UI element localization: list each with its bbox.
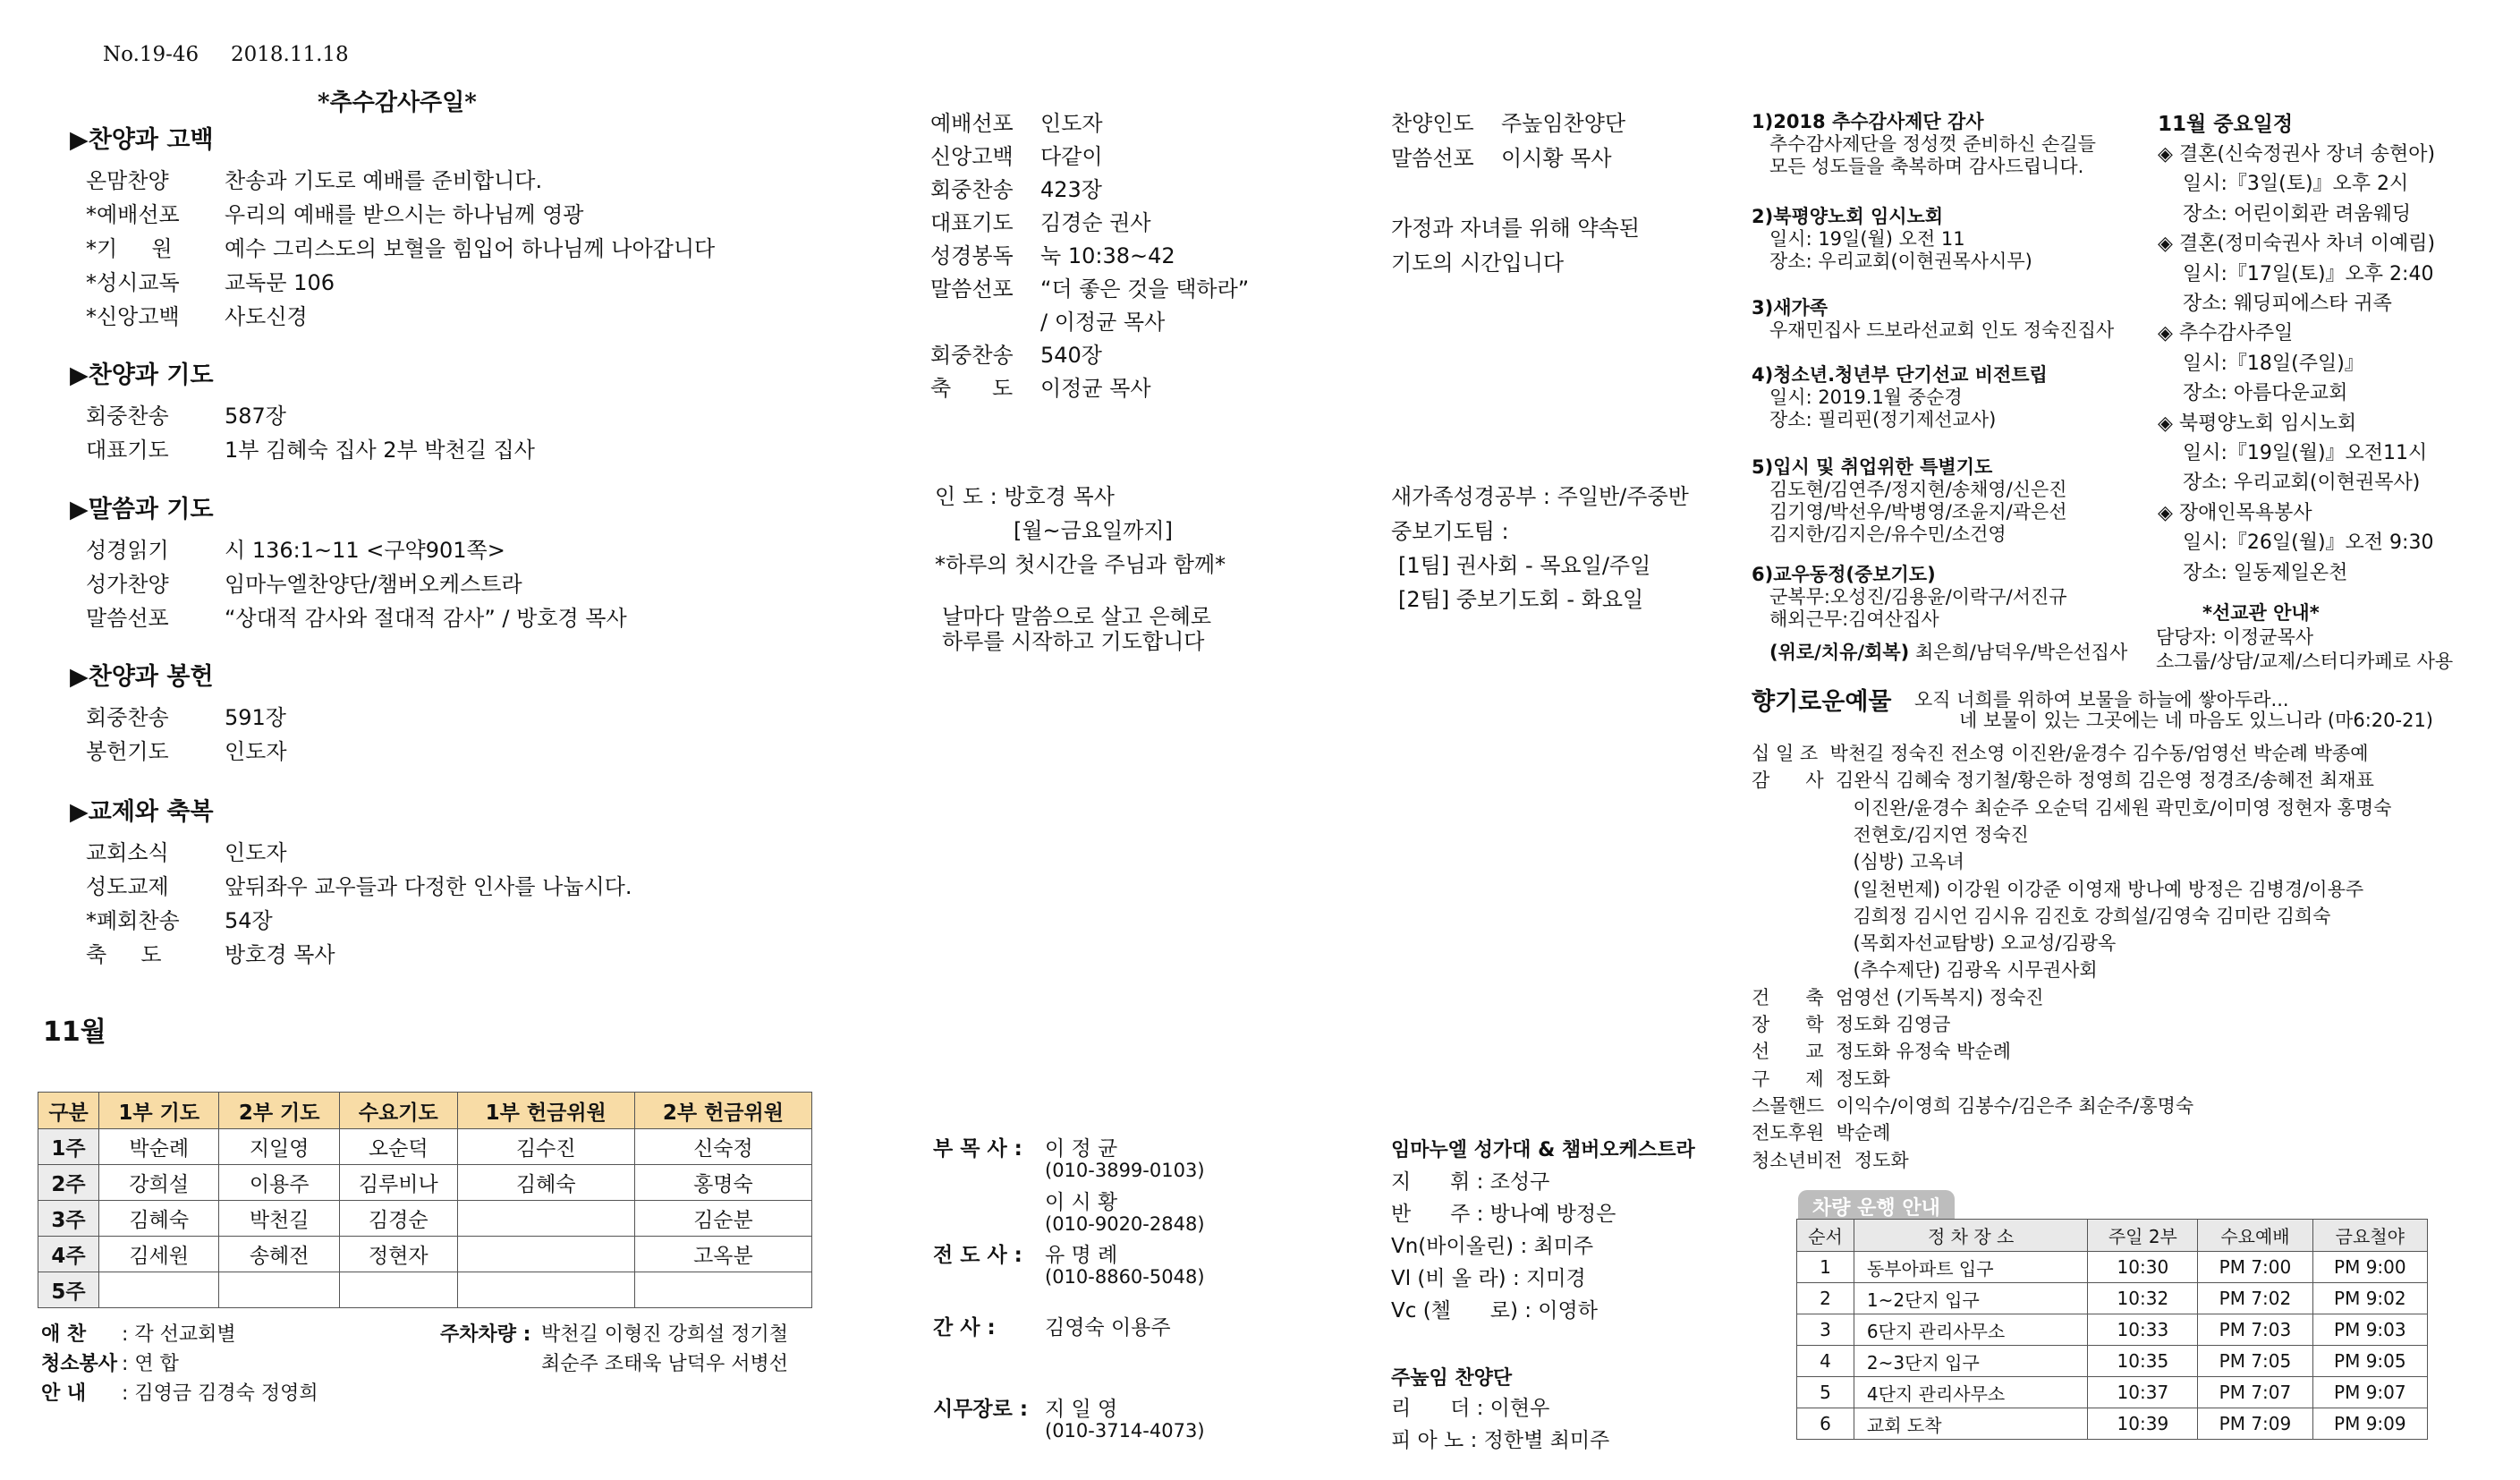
bus-cell: PM 9:09: [2312, 1408, 2427, 1440]
schedule-cell: 이용주: [219, 1165, 339, 1201]
order-row: [86, 163, 542, 194]
order-row: [86, 197, 583, 228]
schedule-cell: [634, 1272, 811, 1308]
event-line: ◈ 장애인목욕봉사: [2158, 501, 2312, 524]
offering-line: (목회자선교탐방) 오교성/김광옥: [1752, 932, 2117, 955]
schedule-header: 1부 헌금위원: [457, 1093, 634, 1129]
schedule-week: 4주: [38, 1237, 99, 1272]
dawn-period: [월~금요일까지]: [1014, 518, 1173, 543]
offering-line: 김희정 김시언 김시유 김진호 강희설/김영숙 김미란 김희숙: [1752, 905, 2331, 927]
order-value: 587장: [225, 404, 286, 429]
praise-value: 주높임찬양단: [1501, 111, 1626, 136]
news-line: 군복무:오성진/김용윤/이락구/서진규: [1769, 586, 2067, 608]
order-row: [86, 398, 286, 430]
order-value: 앞뒤좌우 교우들과 다정한 인사를 나눕시다.: [225, 874, 632, 899]
order2-label: 예배선포: [930, 111, 1014, 136]
staff-label: 부 목 사 :: [933, 1137, 1022, 1161]
staff-line: 지 일 영: [1045, 1398, 1118, 1421]
bus-cell: 2: [1797, 1283, 1854, 1314]
event-line: 일시:『26일(월)』오전 9:30: [2158, 532, 2434, 555]
schedule-row: [38, 1272, 812, 1308]
bus-cell: 5: [1797, 1377, 1854, 1408]
order2-value: 다같이: [1040, 144, 1103, 169]
order-row: [86, 532, 505, 564]
study-line-4: [2팀] 중보기도회 - 화요일: [1398, 587, 1644, 612]
praiseteam-title: 주높임 찬양단: [1391, 1367, 1513, 1390]
november-title: 11월: [43, 1016, 106, 1048]
order-value: 시 136:1~11 <구약901쪽>: [225, 538, 505, 563]
staff-line: (010-8860-5048): [1045, 1266, 1205, 1288]
event-line: ◈ 북평양노회 임시노회: [2158, 412, 2357, 435]
bus-header: 수요예배: [2198, 1220, 2312, 1252]
schedule-cell: [457, 1237, 634, 1272]
news-line: 추수감사제단을 정성껏 준비하신 손길들: [1769, 133, 2096, 155]
event-line: 장소: 일동제일온천: [2158, 561, 2348, 584]
bus-cell: 10:32: [2088, 1283, 2198, 1314]
study-line-2: 중보기도팀 :: [1391, 519, 1509, 544]
choir-line: 지 휘 : 조성구: [1391, 1170, 1550, 1194]
offering-verse-1: 오직 너희를 위하여 보물을 하늘에 쌓아두라...: [1914, 689, 2289, 710]
order-value: 임마누엘찬양단/챔버오케스트라: [225, 572, 522, 597]
choir-line: Vl (비 올 라) : 지미경: [1391, 1267, 1586, 1290]
bus-cell: 교회 도착: [1854, 1408, 2087, 1440]
bus-cell: 6단지 관리사무소: [1854, 1314, 2087, 1346]
parking-line-2: 최순주 조태욱 남덕우 서병선: [541, 1353, 789, 1375]
staff-line: (010-9020-2848): [1045, 1213, 1205, 1235]
order2-label: 말씀선포: [930, 276, 1014, 302]
schedule-cell: 강희설: [99, 1165, 219, 1201]
order2-row: [930, 205, 1151, 236]
news-title: 6)교우동정(중보기도): [1752, 564, 1936, 585]
schedule-header: 1부 기도: [99, 1093, 219, 1129]
schedule-cell: 신숙정: [634, 1129, 811, 1165]
schedule-cell: 지일영: [219, 1129, 339, 1165]
dawn-line-2: 하루를 시작하고 기도합니다: [942, 629, 1205, 654]
schedule-week: 3주: [38, 1201, 99, 1237]
bus-tab: 차량 운행 안내: [1798, 1190, 1955, 1223]
guide-value: : 김영금 김경숙 정영희: [122, 1382, 318, 1405]
bus-cell: 10:30: [2088, 1252, 2198, 1283]
schedule-cell: [339, 1272, 457, 1308]
offering-line: 십 일 조 박천길 정숙진 전소영 이진완/윤경수 김수동/엄영선 박순례 박종예: [1752, 743, 2369, 764]
bus-cell: 1: [1797, 1252, 1854, 1283]
schedule-week: 5주: [38, 1272, 99, 1308]
family-prayer-2: 기도의 시간입니다: [1391, 251, 1565, 276]
offering-line: (추수제단) 김광옥 시무권사회: [1752, 959, 2098, 982]
staff-line: 이 시 황: [1045, 1191, 1118, 1214]
cleaning-row: [41, 1348, 179, 1376]
order-row: [86, 566, 522, 598]
news-prayer-line: [1769, 638, 2127, 665]
word-label: 말씀선포: [1391, 146, 1474, 171]
events-title: 11월 중요일정: [2158, 113, 2294, 136]
offering-line: 이진완/윤경수 최순주 오순덕 김세원 곽민호/이미영 정현자 홍명숙: [1752, 796, 2392, 819]
schedule-week: 1주: [38, 1129, 99, 1165]
offering-line: (심방) 고옥녀: [1752, 851, 1964, 873]
offering-line: (일천번제) 이강원 이강준 이영재 방나예 방정은 김병경/이용주: [1752, 878, 2364, 900]
event-line: 일시:『19일(월)』오전11시: [2158, 442, 2428, 464]
staff-line: 이 정 균: [1045, 1137, 1118, 1161]
praise-label: 찬양인도: [1391, 111, 1474, 136]
order-value: 1부 김혜숙 집사 2부 박천길 집사: [225, 438, 535, 463]
bus-cell: 10:37: [2088, 1377, 2198, 1408]
order-value: 인도자: [225, 739, 287, 764]
word-value: 이시황 목사: [1501, 146, 1612, 171]
family-prayer-1: 가정과 자녀를 위해 약속된: [1391, 216, 1640, 241]
event-line: 장소: 아름다운교회: [2158, 382, 2348, 405]
order-label: 교회소식: [86, 840, 169, 865]
order-row: [86, 903, 273, 934]
aechan-row: [41, 1319, 236, 1347]
bulletin-title: *추수감사주일*: [318, 89, 477, 116]
staff-line: (010-3899-0103): [1045, 1160, 1205, 1181]
aechan-value: : 각 선교회별: [122, 1323, 236, 1346]
bus-cell: PM 7:02: [2198, 1283, 2312, 1314]
praiseteam-line: 리 더 : 이현우: [1391, 1397, 1550, 1420]
order2-value: 인도자: [1040, 111, 1103, 136]
schedule-week: 2주: [38, 1165, 99, 1201]
offering-line: 건 축 엄영선 (기독복지) 정숙진: [1752, 986, 2044, 1008]
schedule-cell: 김경순: [339, 1201, 457, 1237]
offering-line: 장 학 정도화 김영금: [1752, 1014, 1951, 1035]
news-line: 김도현/김연주/정지현/송채영/신은진: [1769, 479, 2067, 500]
order2-row: [930, 172, 1102, 203]
event-line: ◈ 추수감사주일: [2158, 322, 2294, 345]
bus-schedule-table: [1796, 1219, 2428, 1440]
order-label: 회중찬송: [86, 705, 169, 730]
schedule-cell: 김순분: [634, 1201, 811, 1237]
bus-cell: 1~2단지 입구: [1854, 1283, 2087, 1314]
order2-value: “더 좋은 것을 택하라”: [1040, 276, 1250, 302]
section-title: ▶찬양과 봉헌: [70, 663, 214, 691]
bus-cell: 2~3단지 입구: [1854, 1346, 2087, 1377]
schedule-row: [38, 1201, 812, 1237]
schedule-header: 2부 기도: [219, 1093, 339, 1129]
order-label: 성가찬양: [86, 572, 169, 597]
order2-label: 대표기도: [930, 210, 1014, 235]
staff-label: 시무장로 :: [933, 1398, 1029, 1421]
news-line: 일시: 19일(월) 오전 11: [1769, 228, 1965, 250]
schedule-cell: 김수진: [457, 1129, 634, 1165]
bus-cell: 동부아파트 입구: [1854, 1252, 2087, 1283]
bus-row: [1797, 1377, 2428, 1408]
dawn-leader: 인 도 : 방호경 목사: [935, 484, 1115, 509]
schedule-header: 구분: [38, 1093, 99, 1129]
order-label: 말씀선포: [86, 606, 169, 631]
bus-cell: 10:35: [2088, 1346, 2198, 1377]
section-title: ▶찬양과 고백: [70, 126, 214, 154]
event-line: 장소: 어린이회관 려움웨딩: [2158, 202, 2412, 225]
bus-cell: PM 7:00: [2198, 1252, 2312, 1283]
bus-cell: PM 7:05: [2198, 1346, 2312, 1377]
order-label: *기 원: [86, 236, 173, 261]
order-value: 교독문 106: [225, 270, 335, 295]
order-row: [86, 265, 335, 296]
bus-cell: PM 9:05: [2312, 1346, 2427, 1377]
parking-line-1: 박천길 이형진 강희설 정기철: [541, 1323, 789, 1346]
cleaning-label: 청소봉사: [41, 1353, 118, 1375]
order2-label: 회중찬송: [930, 177, 1014, 202]
news-line: 해외근무:김여산집사: [1769, 608, 1939, 630]
november-schedule-table: [38, 1092, 812, 1308]
bus-cell: PM 9:02: [2312, 1283, 2427, 1314]
bus-row: [1797, 1283, 2428, 1314]
schedule-cell: 김세원: [99, 1237, 219, 1272]
schedule-cell: 박순례: [99, 1129, 219, 1165]
order-label: *신앙고백: [86, 304, 180, 329]
bus-cell: PM 9:07: [2312, 1377, 2427, 1408]
order-value: 예수 그리스도의 보혈을 힘입어 하나님께 나아갑니다: [225, 236, 716, 261]
news-line: 김기영/박선우/박병영/조윤지/곽은선: [1769, 501, 2067, 523]
event-line: 장소: 웨딩피에스타 귀족: [2158, 293, 2392, 315]
schedule-row: [38, 1237, 812, 1272]
schedule-cell: 정현자: [339, 1237, 457, 1272]
order-row: [86, 432, 535, 464]
order-row: [86, 231, 715, 262]
schedule-row: [38, 1129, 812, 1165]
news-title: 1)2018 추수감사제단 감사: [1752, 111, 1984, 132]
offering-line: 선 교 정도화 유정숙 박순례: [1752, 1041, 2011, 1063]
order2-label: 신앙고백: [930, 144, 1014, 169]
event-line: 일시:『3일(토)』오후 2시: [2158, 173, 2409, 196]
cleaning-value: : 연 합: [122, 1353, 179, 1375]
schedule-cell: 고옥분: [634, 1237, 811, 1272]
news-title: 2)북평양노회 임시노회: [1752, 206, 1944, 227]
order2-row: [930, 370, 1151, 402]
event-line: 일시:『18일(주일)』: [2158, 352, 2364, 375]
order2-row: [930, 139, 1103, 170]
order-label: 대표기도: [86, 438, 169, 463]
choir-line: Vn(바이올린) : 최미주: [1391, 1235, 1594, 1258]
order-row: [86, 869, 632, 900]
schedule-row: [38, 1165, 812, 1201]
aechan-label: 애 찬: [41, 1323, 87, 1346]
order-row: [86, 700, 286, 731]
offering-line: 구 제 정도화: [1752, 1067, 1890, 1090]
order-value: 찬송과 기도로 예배를 준비합니다.: [225, 168, 543, 193]
parking-label: 주차차량 :: [440, 1323, 531, 1346]
order-label: *폐회찬송: [86, 908, 180, 933]
order2-label: 성경봉독: [930, 243, 1014, 268]
order-row: [86, 835, 287, 866]
word-row: [1391, 140, 1612, 172]
offering-line: 전현호/김지연 정숙진: [1752, 823, 2029, 846]
study-line-3: [1팀] 권사회 - 목요일/주일: [1398, 553, 1651, 578]
staff-line: 유 명 례: [1045, 1244, 1118, 1267]
bus-header: 정 차 장 소: [1854, 1220, 2087, 1252]
order2-value: 이정균 목사: [1040, 376, 1151, 401]
news-title: 4)청소년.청년부 단기선교 비전트립: [1752, 364, 2048, 386]
staff-line: 김영숙 이용주: [1045, 1316, 1171, 1340]
order2-row: [930, 106, 1103, 137]
schedule-cell: 김루비나: [339, 1165, 457, 1201]
counsel-line-1: 담당자: 이정균목사: [2156, 626, 2314, 648]
schedule-cell: [99, 1272, 219, 1308]
schedule-header: 2부 헌금위원: [634, 1093, 811, 1129]
bus-header: 순서: [1797, 1220, 1854, 1252]
bus-cell: 4단지 관리사무소: [1854, 1377, 2087, 1408]
guide-label: 안 내: [41, 1382, 87, 1405]
event-line: 장소: 우리교회(이현권목사): [2158, 472, 2421, 495]
offering-title: 향기로운예물: [1752, 688, 1892, 716]
bulletin-date: 2018.11.18: [231, 43, 349, 66]
news-line: 장소: 우리교회(이현권목사시무): [1769, 251, 2032, 272]
order-label: 봉헌기도: [86, 739, 169, 764]
bus-cell: PM 9:00: [2312, 1252, 2427, 1283]
schedule-cell: 오순덕: [339, 1129, 457, 1165]
order-label: 축 도: [86, 942, 162, 967]
schedule-cell: 김혜숙: [99, 1201, 219, 1237]
order-value: 54장: [225, 908, 273, 933]
bus-cell: 3: [1797, 1314, 1854, 1346]
order-value: 사도신경: [225, 304, 308, 329]
news-line: 모든 성도들을 축복하며 감사드립니다.: [1769, 156, 2084, 177]
event-line: ◈ 결혼(신숙정권사 장녀 송현아): [2158, 143, 2436, 166]
section-title: ▶찬양과 기도: [70, 361, 214, 389]
news-title: 5)입시 및 취업위한 특별기도: [1752, 456, 1993, 478]
order-value: 우리의 예배를 받으시는 하나님께 영광: [225, 202, 584, 227]
bus-cell: 4: [1797, 1346, 1854, 1377]
offering-line: 전도후원 박순례: [1752, 1122, 1891, 1144]
order-row: [86, 600, 627, 632]
schedule-cell: [219, 1272, 339, 1308]
bus-cell: 6: [1797, 1408, 1854, 1440]
schedule-header: 수요기도: [339, 1093, 457, 1129]
order-value: “상대적 감사와 절대적 감사” / 방호경 목사: [225, 606, 627, 631]
offering-line: 청소년비전 정도화: [1752, 1149, 1909, 1171]
offering-line: 스몰핸드 이익수/이영희 김봉수/김은주 최순주/홍명숙: [1752, 1094, 2194, 1117]
bus-cell: PM 9:03: [2312, 1314, 2427, 1346]
praiseteam-line: 피 아 노 : 정한별 최미주: [1391, 1429, 1610, 1452]
order2-value: / 이정균 목사: [1040, 310, 1166, 335]
praise-row: [1391, 106, 1625, 137]
order-label: *성시교독: [86, 270, 180, 295]
bus-header: 주일 2부: [2088, 1220, 2198, 1252]
study-line-1: 새가족성경공부 : 주일반/주중반: [1391, 484, 1689, 509]
news-line: 김지한/김지은/유수민/소건영: [1769, 523, 2007, 545]
section-title: ▶말씀과 기도: [70, 496, 214, 523]
news-line: 장소: 필리핀(정기제선교사): [1769, 409, 1997, 430]
order-label: 성도교제: [86, 874, 169, 899]
choir-line: Vc (첼 로) : 이영하: [1391, 1299, 1598, 1323]
order-label: 온맘찬양: [86, 168, 169, 193]
bus-cell: PM 7:09: [2198, 1408, 2312, 1440]
order2-row: [930, 337, 1102, 369]
bus-row: [1797, 1252, 2428, 1283]
news-prayer-prefix: (위로/치유/회복): [1769, 642, 1910, 663]
choir-line: 반 주 : 방나예 방정은: [1391, 1203, 1616, 1226]
order2-label: 회중찬송: [930, 343, 1014, 368]
offering-line: 감 사 김완식 김혜숙 정기철/황은하 정영희 김은영 정경조/송혜전 최재표: [1752, 770, 2374, 792]
section-title: ▶교제와 축복: [70, 798, 214, 826]
order-label: 회중찬송: [86, 404, 169, 429]
dawn-line-1: 날마다 말씀으로 살고 은혜로: [942, 604, 1212, 629]
order2-row: [930, 304, 1165, 336]
bus-cell: 10:33: [2088, 1314, 2198, 1346]
event-line: 일시:『17일(토)』오후 2:40: [2158, 262, 2434, 285]
order-value: 인도자: [225, 840, 287, 865]
order-row: [86, 734, 287, 765]
counsel-line-2: 소그룹/상담/교제/스터디카페로 사용: [2156, 651, 2454, 672]
bus-cell: 10:39: [2088, 1408, 2198, 1440]
offering-verse-2: 네 보물이 있는 그곳에는 네 마음도 있느니라 (마6:20-21): [1959, 710, 2434, 731]
order2-label: [930, 304, 1040, 336]
staff-line: (010-3714-4073): [1045, 1420, 1205, 1442]
order-value: 방호경 목사: [225, 942, 335, 967]
staff-label: 간 사 :: [933, 1316, 996, 1340]
order-label: 성경읽기: [86, 538, 169, 563]
order2-value: 540장: [1040, 343, 1102, 368]
guide-row: [41, 1378, 318, 1406]
schedule-cell: 박천길: [219, 1201, 339, 1237]
bus-row: [1797, 1408, 2428, 1440]
schedule-cell: 홍명숙: [634, 1165, 811, 1201]
order-value: 591장: [225, 705, 286, 730]
bus-row: [1797, 1314, 2428, 1346]
order2-value: 423장: [1040, 177, 1102, 202]
order-row: [86, 937, 335, 968]
news-line: 우재민집사 드보라선교회 인도 정숙진집사: [1769, 319, 2115, 341]
schedule-cell: [457, 1201, 634, 1237]
order2-value: 김경순 권사: [1040, 210, 1151, 235]
bulletin-number: No.19-46: [103, 43, 199, 66]
schedule-cell: [457, 1272, 634, 1308]
choir-title: 임마누엘 성가대 & 챔버오케스트라: [1391, 1139, 1695, 1161]
news-line: 일시: 2019.1월 중순경: [1769, 387, 1963, 408]
counsel-title: *선교관 안내*: [2202, 602, 2320, 624]
schedule-cell: 송혜전: [219, 1237, 339, 1272]
dawn-slogan: *하루의 첫시간을 주님과 함께*: [935, 552, 1226, 577]
order2-row: [930, 238, 1175, 269]
bus-header: 금요철야: [2312, 1220, 2427, 1252]
bus-row: [1797, 1346, 2428, 1377]
order2-value: 눅 10:38~42: [1040, 243, 1175, 268]
order-row: [86, 299, 308, 330]
news-prayer-names: 최은희/남덕우/박은선집사: [1909, 642, 2128, 663]
news-title: 3)새가족: [1752, 297, 1828, 319]
order-label: *예배선포: [86, 202, 180, 227]
event-line: ◈ 결혼(정미숙권사 차녀 이예림): [2158, 233, 2436, 256]
schedule-cell: 김혜숙: [457, 1165, 634, 1201]
staff-label: 전 도 사 :: [933, 1244, 1022, 1267]
bus-cell: PM 7:03: [2198, 1314, 2312, 1346]
order2-row: [930, 271, 1249, 302]
bus-cell: PM 7:07: [2198, 1377, 2312, 1408]
order2-label: 축 도: [930, 376, 1014, 401]
